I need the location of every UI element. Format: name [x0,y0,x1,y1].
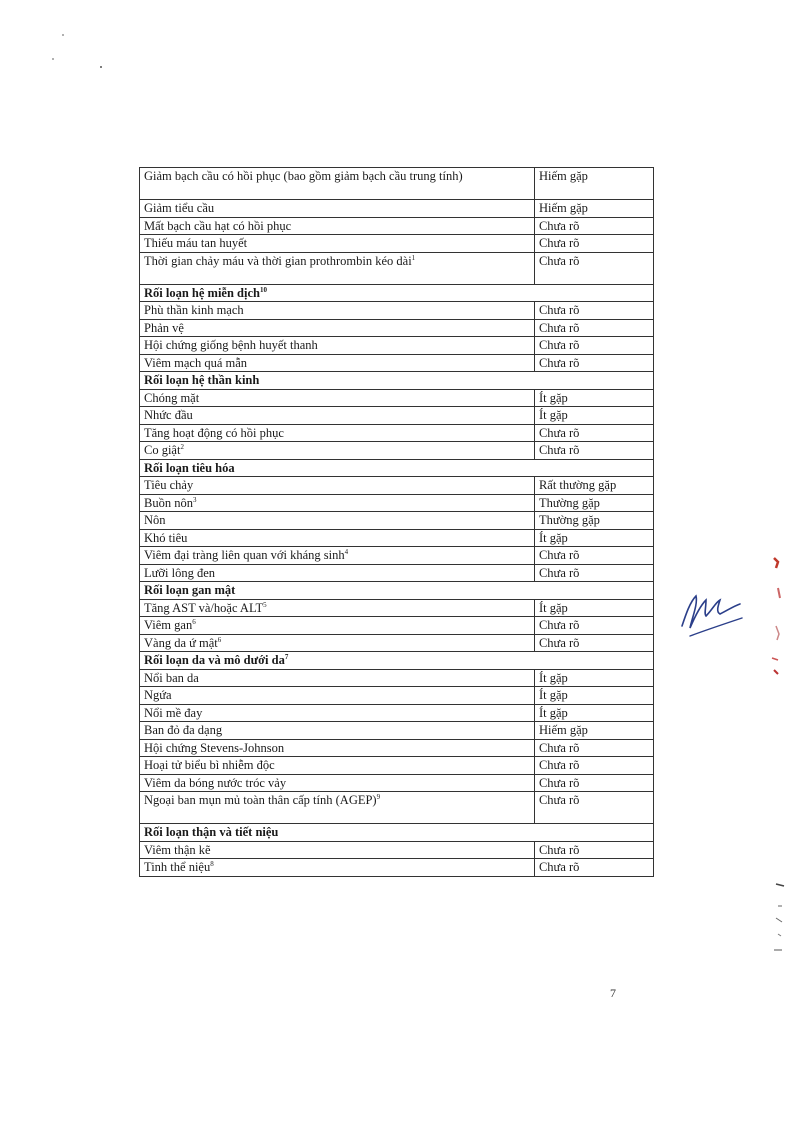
effect-cell [140,319,535,337]
frequency-cell: Ít gặp [534,529,653,547]
effect-label: Tinh thể niệu [144,860,211,874]
effect-label: Phản vệ [144,320,184,335]
effect-label: Tiêu chảy [144,478,194,492]
table-group-row [140,284,654,302]
group-heading-cell [140,459,654,477]
footnote-ref: 4 [344,547,349,556]
table-row [140,200,654,218]
group-heading: Rối loạn tiêu hóa [144,460,235,475]
table-row [140,687,654,705]
effect-label: Ngứa [144,688,172,702]
effect-label: Nổi ban da [144,670,199,685]
footnote-ref: 8 [210,859,214,868]
frequency-cell: Chưa rõ [534,235,653,253]
footnote-ref: 3 [192,495,197,504]
frequency-cell: Ít gặp [534,687,653,705]
table-row [140,757,654,775]
effect-cell [140,477,535,495]
table-row [140,774,654,792]
footnote-ref: 9 [376,792,381,801]
frequency-cell: Thường gặp [534,512,653,530]
effect-label: Lưỡi lông đen [144,565,216,580]
effect-label: Viêm gan [144,618,193,632]
effect-label: Mất bạch cầu hạt có hồi phục [144,218,292,233]
group-heading: Rối loạn thận và tiết niệu [144,825,279,839]
effect-cell [140,354,535,372]
footnote-ref: 10 [260,285,267,294]
table-group-row [140,372,654,390]
frequency-cell: Chưa rõ [534,442,653,460]
effect-cell [140,722,535,740]
frequency-cell: Chưa rõ [534,774,653,792]
frequency-cell: Chưa rõ [534,319,653,337]
frequency-cell: Ít gặp [534,704,653,722]
frequency-cell: Chưa rõ [534,792,653,824]
table-row [140,217,654,235]
frequency-cell: Chưa rõ [534,252,653,284]
effect-cell [140,634,535,652]
effect-label: Ban đỏ đa dạng [144,723,223,737]
frequency-cell: Ít gặp [534,599,653,617]
effect-cell [140,564,535,582]
frequency-cell: Ít gặp [534,407,653,425]
effect-label: Ngoại ban mụn mủ toàn thân cấp tính (AGEP) [144,793,377,807]
effect-cell [140,200,535,218]
group-heading-cell [140,284,654,302]
effect-cell [140,599,535,617]
table-row [140,337,654,355]
effect-cell [140,217,535,235]
effect-label: Nổi mề đay [144,705,203,720]
effect-label: Hoại tử biểu bì nhiễm độc [144,758,275,772]
effect-label: Viêm đại tràng liên quan với kháng sinh [144,548,345,562]
scan-edge-marks [760,548,790,968]
effect-cell [140,529,535,547]
table-row [140,599,654,617]
frequency-cell: Hiếm gặp [534,722,653,740]
table-row [140,235,654,253]
frequency-cell: Thường gặp [534,494,653,512]
effect-label: Tăng hoạt động có hồi phục [144,425,284,440]
table-row [140,302,654,320]
frequency-cell: Chưa rõ [534,354,653,372]
table-row [140,319,654,337]
group-heading: Rối loạn da và mô dưới da [144,653,285,667]
effect-cell [140,235,535,253]
effect-label: Nhức đầu [144,408,193,422]
effect-label: Hội chứng Stevens-Johnson [144,740,285,755]
frequency-cell: Chưa rõ [534,564,653,582]
group-heading-cell [140,824,654,842]
frequency-cell: Ít gặp [534,389,653,407]
table-row [140,389,654,407]
effect-label: Viêm mạch quá mẫn [144,355,248,370]
group-heading: Rối loạn hệ miễn dịch [144,285,260,300]
handwritten-signature [676,584,756,644]
effect-cell [140,337,535,355]
frequency-cell: Chưa rõ [534,337,653,355]
table-row [140,634,654,652]
frequency-cell: Chưa rõ [534,841,653,859]
effect-label: Thời gian chảy máu và thời gian prothrombin kéo dài [144,253,412,268]
effect-cell [140,669,535,687]
effect-label: Giảm bạch cầu có hồi phục (bao gồm giảm bạch cầu trung tính) [144,169,463,183]
effect-cell [140,407,535,425]
effect-cell [140,687,535,705]
effect-label: Viêm da bóng nước tróc vảy [144,775,287,790]
table-row [140,168,654,200]
effect-label: Giảm tiểu cầu [144,201,215,215]
table-row [140,704,654,722]
effect-label: Co giật [144,443,181,457]
table-group-row [140,582,654,600]
scan-specks [40,30,120,90]
table-group-row [140,652,654,670]
effect-cell [140,494,535,512]
group-heading-cell [140,582,654,600]
effect-cell [140,757,535,775]
effect-cell [140,617,535,635]
table-row [140,841,654,859]
table-row [140,407,654,425]
effect-label: Buồn nôn [144,495,193,510]
effect-cell [140,859,535,877]
frequency-cell: Rất thường gặp [534,477,653,495]
footnote-ref: 6 [217,635,222,644]
effect-label: Chóng mặt [144,390,200,405]
effect-cell [140,302,535,320]
frequency-cell: Hiếm gặp [534,200,653,218]
table-row [140,739,654,757]
table-group-row [140,824,654,842]
table-row [140,669,654,687]
table-body [140,168,654,877]
table-row [140,859,654,877]
footnote-ref: 6 [192,617,196,626]
page-number: 7 [610,986,616,1000]
footnote-ref: 2 [180,442,184,451]
table-row [140,442,654,460]
frequency-cell: Chưa rõ [534,217,653,235]
table-row [140,792,654,824]
frequency-cell: Chưa rõ [534,634,653,652]
effect-cell [140,252,535,284]
group-heading-cell [140,652,654,670]
table-row [140,722,654,740]
footnote-ref: 1 [411,253,416,262]
effect-cell [140,841,535,859]
footnote-ref: 5 [263,600,267,609]
frequency-cell: Chưa rõ [534,302,653,320]
group-heading: Rối loạn hệ thần kinh [144,373,260,387]
frequency-cell: Chưa rõ [534,424,653,442]
frequency-cell: Chưa rõ [534,859,653,877]
frequency-cell: Ít gặp [534,669,653,687]
effect-label: Phù thần kinh mạch [144,303,244,317]
effect-label: Khó tiêu [144,530,188,545]
table-row [140,512,654,530]
table-row [140,564,654,582]
effect-cell [140,442,535,460]
table-row [140,547,654,565]
frequency-cell: Chưa rõ [534,617,653,635]
frequency-cell: Hiếm gặp [534,168,653,200]
effect-label: Tăng AST và/hoặc ALT [144,600,264,615]
table-row [140,354,654,372]
group-heading-cell [140,372,654,390]
effect-cell [140,168,535,200]
table-row [140,529,654,547]
effect-cell [140,389,535,407]
effect-cell [140,792,535,824]
effect-label: Nôn [144,513,166,527]
effect-label: Thiếu máu tan huyết [144,236,248,250]
group-heading: Rối loạn gan mật [144,583,236,597]
effect-cell [140,774,535,792]
table-row [140,477,654,495]
effect-label: Viêm thận kẽ [144,842,211,857]
effect-label: Vàng da ứ mật [144,635,218,650]
effect-cell [140,739,535,757]
effect-cell [140,424,535,442]
table-row [140,252,654,284]
effect-cell [140,704,535,722]
adverse-effects-table [139,167,654,877]
effect-cell [140,512,535,530]
frequency-cell: Chưa rõ [534,547,653,565]
table-row [140,494,654,512]
effect-label: Hội chứng giống bệnh huyết thanh [144,338,318,352]
frequency-cell: Chưa rõ [534,739,653,757]
table-row [140,617,654,635]
table-group-row [140,459,654,477]
table-row [140,424,654,442]
effect-cell [140,547,535,565]
footnote-ref: 7 [284,652,289,661]
frequency-cell: Chưa rõ [534,757,653,775]
